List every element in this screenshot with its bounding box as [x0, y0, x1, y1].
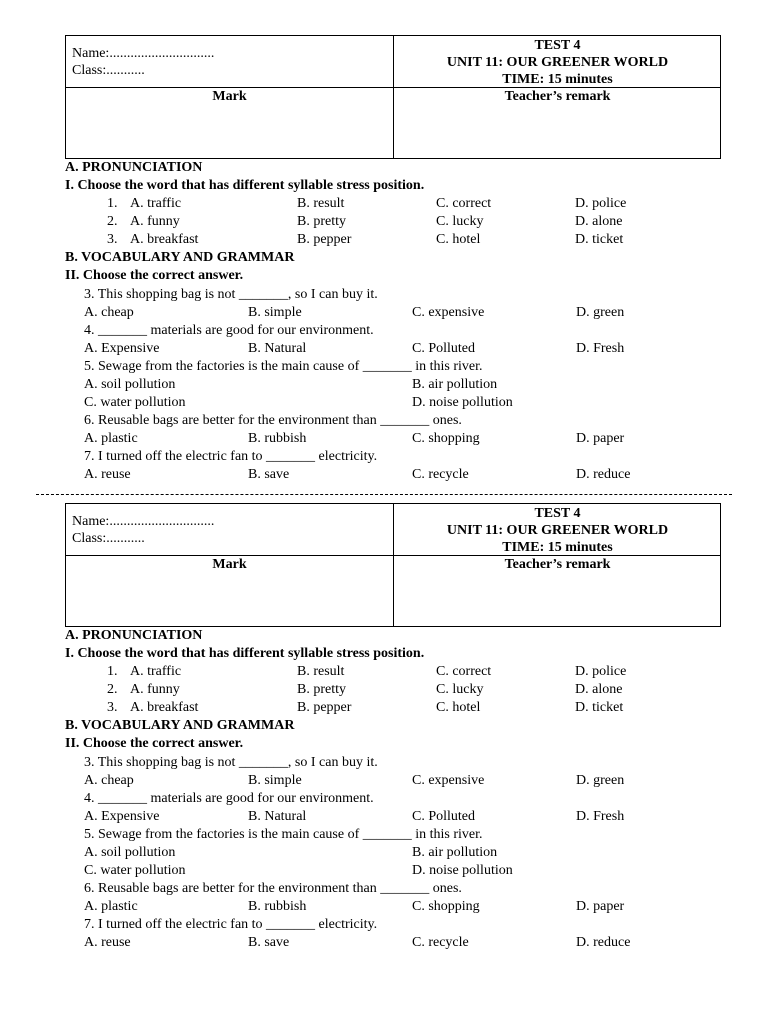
option-c: C. Polluted	[412, 341, 476, 356]
option-c: C. lucky	[436, 214, 484, 229]
option-c: C. correct	[436, 196, 492, 211]
option-b: B. pretty	[297, 682, 346, 697]
option-c: C. lucky	[436, 682, 484, 697]
option-d: D. police	[575, 664, 627, 679]
option-b: B. air pollution	[412, 845, 498, 860]
option-d: D. green	[576, 305, 625, 320]
option-b: B. rubbish	[248, 431, 307, 446]
question-stem: 5. Sewage from the factories is the main cause of _______ in this river.	[84, 359, 483, 374]
option-d: D. green	[576, 773, 625, 788]
name-field: Name:..............................	[72, 514, 215, 529]
option-d: D. paper	[576, 899, 625, 914]
option-a: A. breakfast	[130, 700, 199, 715]
question-stem: 4. _______ materials are good for our environment.	[84, 791, 374, 806]
name-field: Name:..............................	[72, 46, 215, 61]
option-a: A. plastic	[84, 431, 138, 446]
question-stem: 4. _______ materials are good for our environment.	[84, 323, 374, 338]
cut-line	[36, 494, 732, 495]
option-d: D. ticket	[575, 700, 624, 715]
option-a: A. reuse	[84, 935, 131, 950]
option-c: C. water pollution	[84, 863, 186, 878]
test-title: TEST 4	[534, 38, 581, 53]
option-d: D. alone	[575, 214, 623, 229]
option-b: B. rubbish	[248, 899, 307, 914]
unit-title: UNIT 11: OUR GREENER WORLD	[446, 55, 669, 70]
section-b-title: B. VOCABULARY AND GRAMMAR	[65, 250, 295, 265]
option-a: A. cheap	[84, 305, 134, 320]
section-b-instruction: II. Choose the correct answer.	[65, 268, 244, 283]
option-a: A. reuse	[84, 467, 131, 482]
option-d: D. Fresh	[576, 341, 625, 356]
option-b: B. result	[297, 196, 345, 211]
section-a-instruction: I. Choose the word that has different syllable stress position.	[65, 178, 425, 193]
section-a-instruction: I. Choose the word that has different syllable stress position.	[65, 646, 425, 661]
option-a: A. Expensive	[84, 809, 160, 824]
option-c: C. recycle	[412, 467, 469, 482]
mark-label: Mark	[212, 557, 247, 572]
question-stem: 3. This shopping bag is not _______, so I can buy it.	[84, 755, 378, 770]
time-label: TIME: 15 minutes	[502, 72, 613, 87]
option-b: B. save	[248, 935, 290, 950]
option-d: D. reduce	[576, 935, 631, 950]
option-c: C. hotel	[436, 700, 481, 715]
question-number: 2.	[107, 682, 118, 697]
option-b: B. pretty	[297, 214, 346, 229]
option-a: A. Expensive	[84, 341, 160, 356]
option-b: B. Natural	[248, 341, 307, 356]
option-c: C. hotel	[436, 232, 481, 247]
question-stem: 5. Sewage from the factories is the main cause of _______ in this river.	[84, 827, 483, 842]
option-b: B. result	[297, 664, 345, 679]
section-a-title: A. PRONUNCIATION	[65, 628, 203, 643]
class-field: Class:...........	[72, 531, 145, 546]
option-c: C. expensive	[412, 305, 485, 320]
option-c: C. shopping	[412, 431, 480, 446]
question-stem: 3. This shopping bag is not _______, so I can buy it.	[84, 287, 378, 302]
option-a: A. cheap	[84, 773, 134, 788]
section-b-title: B. VOCABULARY AND GRAMMAR	[65, 718, 295, 733]
mark-label: Mark	[212, 89, 247, 104]
option-d: D. alone	[575, 682, 623, 697]
option-c: C. recycle	[412, 935, 469, 950]
option-c: C. Polluted	[412, 809, 476, 824]
question-stem: 6. Reusable bags are better for the environment than _______ ones.	[84, 881, 462, 896]
question-number: 1.	[107, 196, 118, 211]
option-d: D. police	[575, 196, 627, 211]
option-d: D. Fresh	[576, 809, 625, 824]
time-label: TIME: 15 minutes	[502, 540, 613, 555]
option-c: C. expensive	[412, 773, 485, 788]
teacher-remark-label: Teacher’s remark	[504, 89, 611, 104]
option-d: D. ticket	[575, 232, 624, 247]
option-a: A. soil pollution	[84, 377, 176, 392]
option-b: B. simple	[248, 773, 302, 788]
option-c: C. shopping	[412, 899, 480, 914]
option-a: A. soil pollution	[84, 845, 176, 860]
teacher-remark-label: Teacher’s remark	[504, 557, 611, 572]
option-d: D. noise pollution	[412, 395, 513, 410]
question-stem: 6. Reusable bags are better for the environment than _______ ones.	[84, 413, 462, 428]
option-a: A. breakfast	[130, 232, 199, 247]
option-a: A. plastic	[84, 899, 138, 914]
class-field: Class:...........	[72, 63, 145, 78]
option-b: B. simple	[248, 305, 302, 320]
question-number: 2.	[107, 214, 118, 229]
section-a-title: A. PRONUNCIATION	[65, 160, 203, 175]
section-b-instruction: II. Choose the correct answer.	[65, 736, 244, 751]
header-table	[65, 503, 721, 627]
option-b: B. pepper	[297, 700, 352, 715]
test-title: TEST 4	[534, 506, 581, 521]
option-d: D. noise pollution	[412, 863, 513, 878]
option-c: C. correct	[436, 664, 492, 679]
header-table	[65, 35, 721, 159]
option-a: A. funny	[130, 214, 180, 229]
option-d: D. reduce	[576, 467, 631, 482]
option-b: B. pepper	[297, 232, 352, 247]
question-number: 3.	[107, 232, 118, 247]
question-stem: 7. I turned off the electric fan to _______ electricity.	[84, 449, 378, 464]
option-d: D. paper	[576, 431, 625, 446]
question-number: 3.	[107, 700, 118, 715]
option-a: A. traffic	[130, 196, 182, 211]
option-c: C. water pollution	[84, 395, 186, 410]
option-a: A. traffic	[130, 664, 182, 679]
option-b: B. save	[248, 467, 290, 482]
option-b: B. air pollution	[412, 377, 498, 392]
option-a: A. funny	[130, 682, 180, 697]
unit-title: UNIT 11: OUR GREENER WORLD	[446, 523, 669, 538]
question-stem: 7. I turned off the electric fan to _______ electricity.	[84, 917, 378, 932]
question-number: 1.	[107, 664, 118, 679]
option-b: B. Natural	[248, 809, 307, 824]
